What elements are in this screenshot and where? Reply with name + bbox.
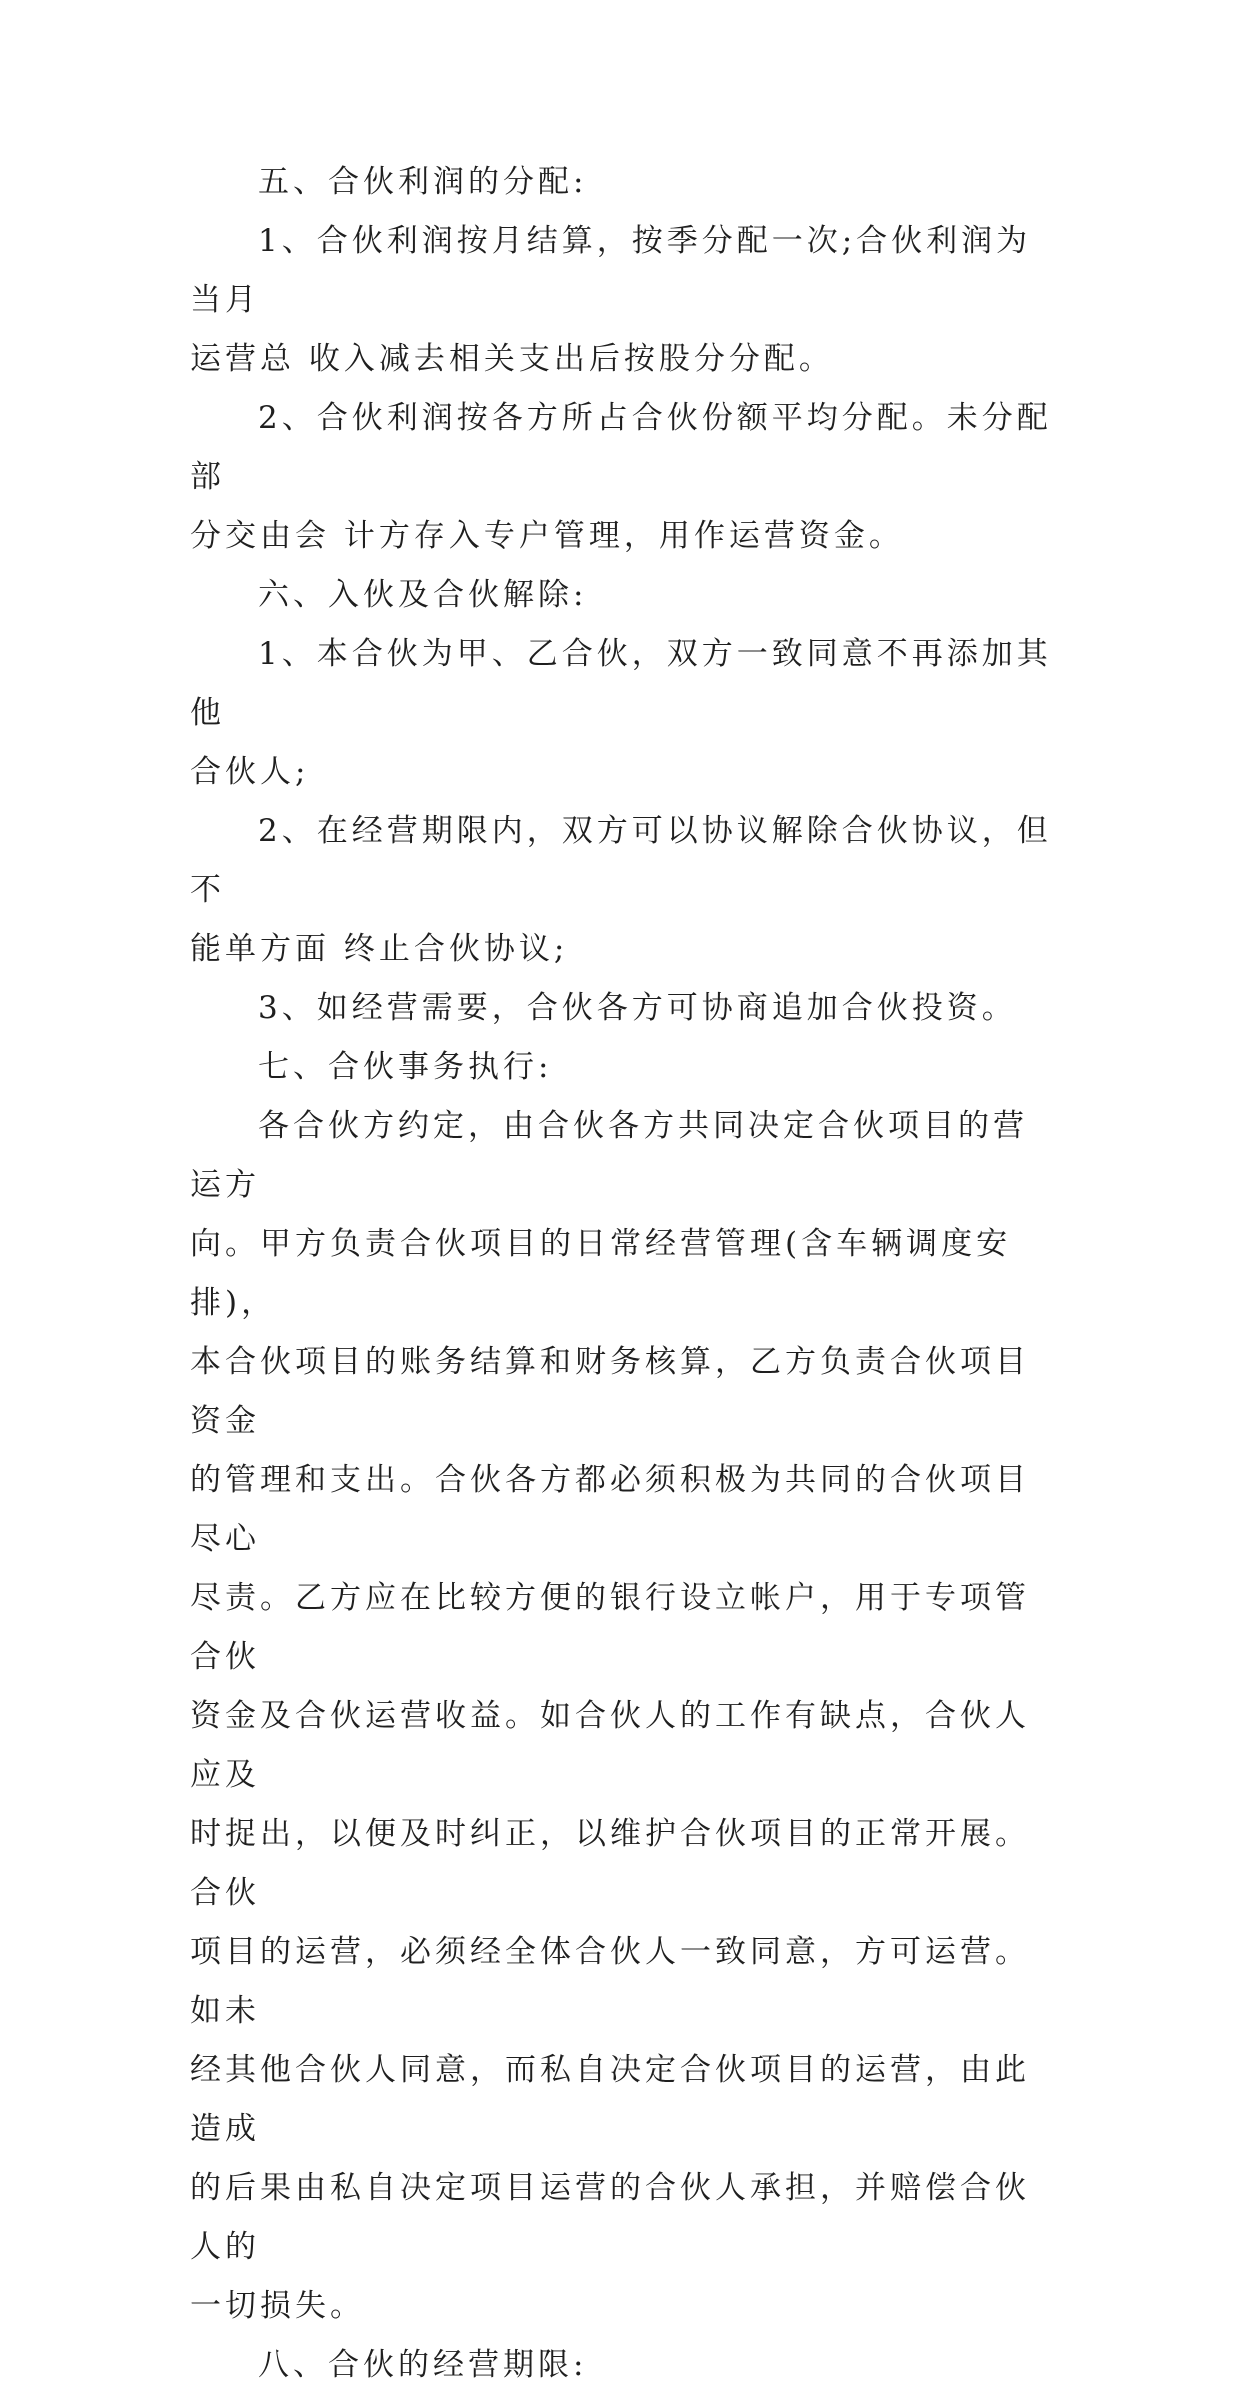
text-line: 2、在经营期限内，双方可以协议解除合伙协议，但不 xyxy=(190,813,1052,908)
text-line: 各合伙方约定，由合伙各方共同决定合伙项目的营运方 xyxy=(190,1108,1028,1203)
text-line: 合伙人; xyxy=(190,754,310,790)
text-line: 3、如经营需要，合伙各方可协商追加合伙投资。 xyxy=(258,990,1017,1026)
text-line: 五、合伙利润的分配: xyxy=(258,164,588,200)
text-line: 尽责。乙方应在比较方便的银行设立帐户，用于专项管合伙 xyxy=(190,1580,1030,1675)
text-line: 1、合伙利润按月结算，按季分配一次;合伙利润为当月 xyxy=(190,223,1032,318)
paragraph-affairs-execution xyxy=(190,1097,1060,2336)
text-line: 项目的运营，必须经全体合伙人一致同意，方可运营。如未 xyxy=(190,1934,1030,2029)
text-line: 一切损失。 xyxy=(190,2288,365,2324)
text-line: 经其他合伙人同意，而私自决定合伙项目的运营，由此造成 xyxy=(190,2052,1030,2147)
text-line: 分交由会 计方存入专户管理，用作运营资金。 xyxy=(190,518,904,554)
text-line: 本合伙项目的账务结算和财务核算，乙方负责合伙项目资金 xyxy=(190,1344,1030,1439)
paragraph-profit-settlement xyxy=(190,212,1060,389)
section-heading-5 xyxy=(190,153,1060,212)
paragraph-partners xyxy=(190,625,1060,802)
text-line: 向。甲方负责合伙项目的日常经营管理(含车辆调度安排)， xyxy=(190,1226,1012,1321)
text-line: 能单方面 终止合伙协议; xyxy=(190,931,569,967)
text-line: 2、合伙利润按各方所占合伙份额平均分配。未分配部 xyxy=(190,400,1052,495)
text-line: 的管理和支出。合伙各方都必须积极为共同的合伙项目尽心 xyxy=(190,1462,1030,1557)
paragraph-profit-distribution xyxy=(190,389,1060,566)
document-body xyxy=(190,153,1060,2395)
text-line: 六、入伙及合伙解除: xyxy=(258,577,588,613)
section-heading-7 xyxy=(190,1038,1060,1097)
text-line: 运营总 收入减去相关支出后按股分分配。 xyxy=(190,341,834,377)
paragraph-additional-investment xyxy=(190,979,1060,1038)
text-line: 的后果由私自决定项目运营的合伙人承担，并赔偿合伙人的 xyxy=(190,2170,1030,2265)
section-heading-8 xyxy=(190,2336,1060,2395)
text-line: 时捉出，以便及时纠正，以维护合伙项目的正常开展。合伙 xyxy=(190,1816,1030,1911)
text-line: 七、合伙事务执行: xyxy=(258,1049,553,1085)
text-line: 资金及合伙运营收益。如合伙人的工作有缺点，合伙人应及 xyxy=(190,1698,1030,1793)
paragraph-dissolution xyxy=(190,802,1060,979)
text-line: 1、本合伙为甲、乙合伙，双方一致同意不再添加其他 xyxy=(190,636,1052,731)
section-heading-6 xyxy=(190,566,1060,625)
text-line: 八、合伙的经营期限: xyxy=(258,2347,588,2383)
